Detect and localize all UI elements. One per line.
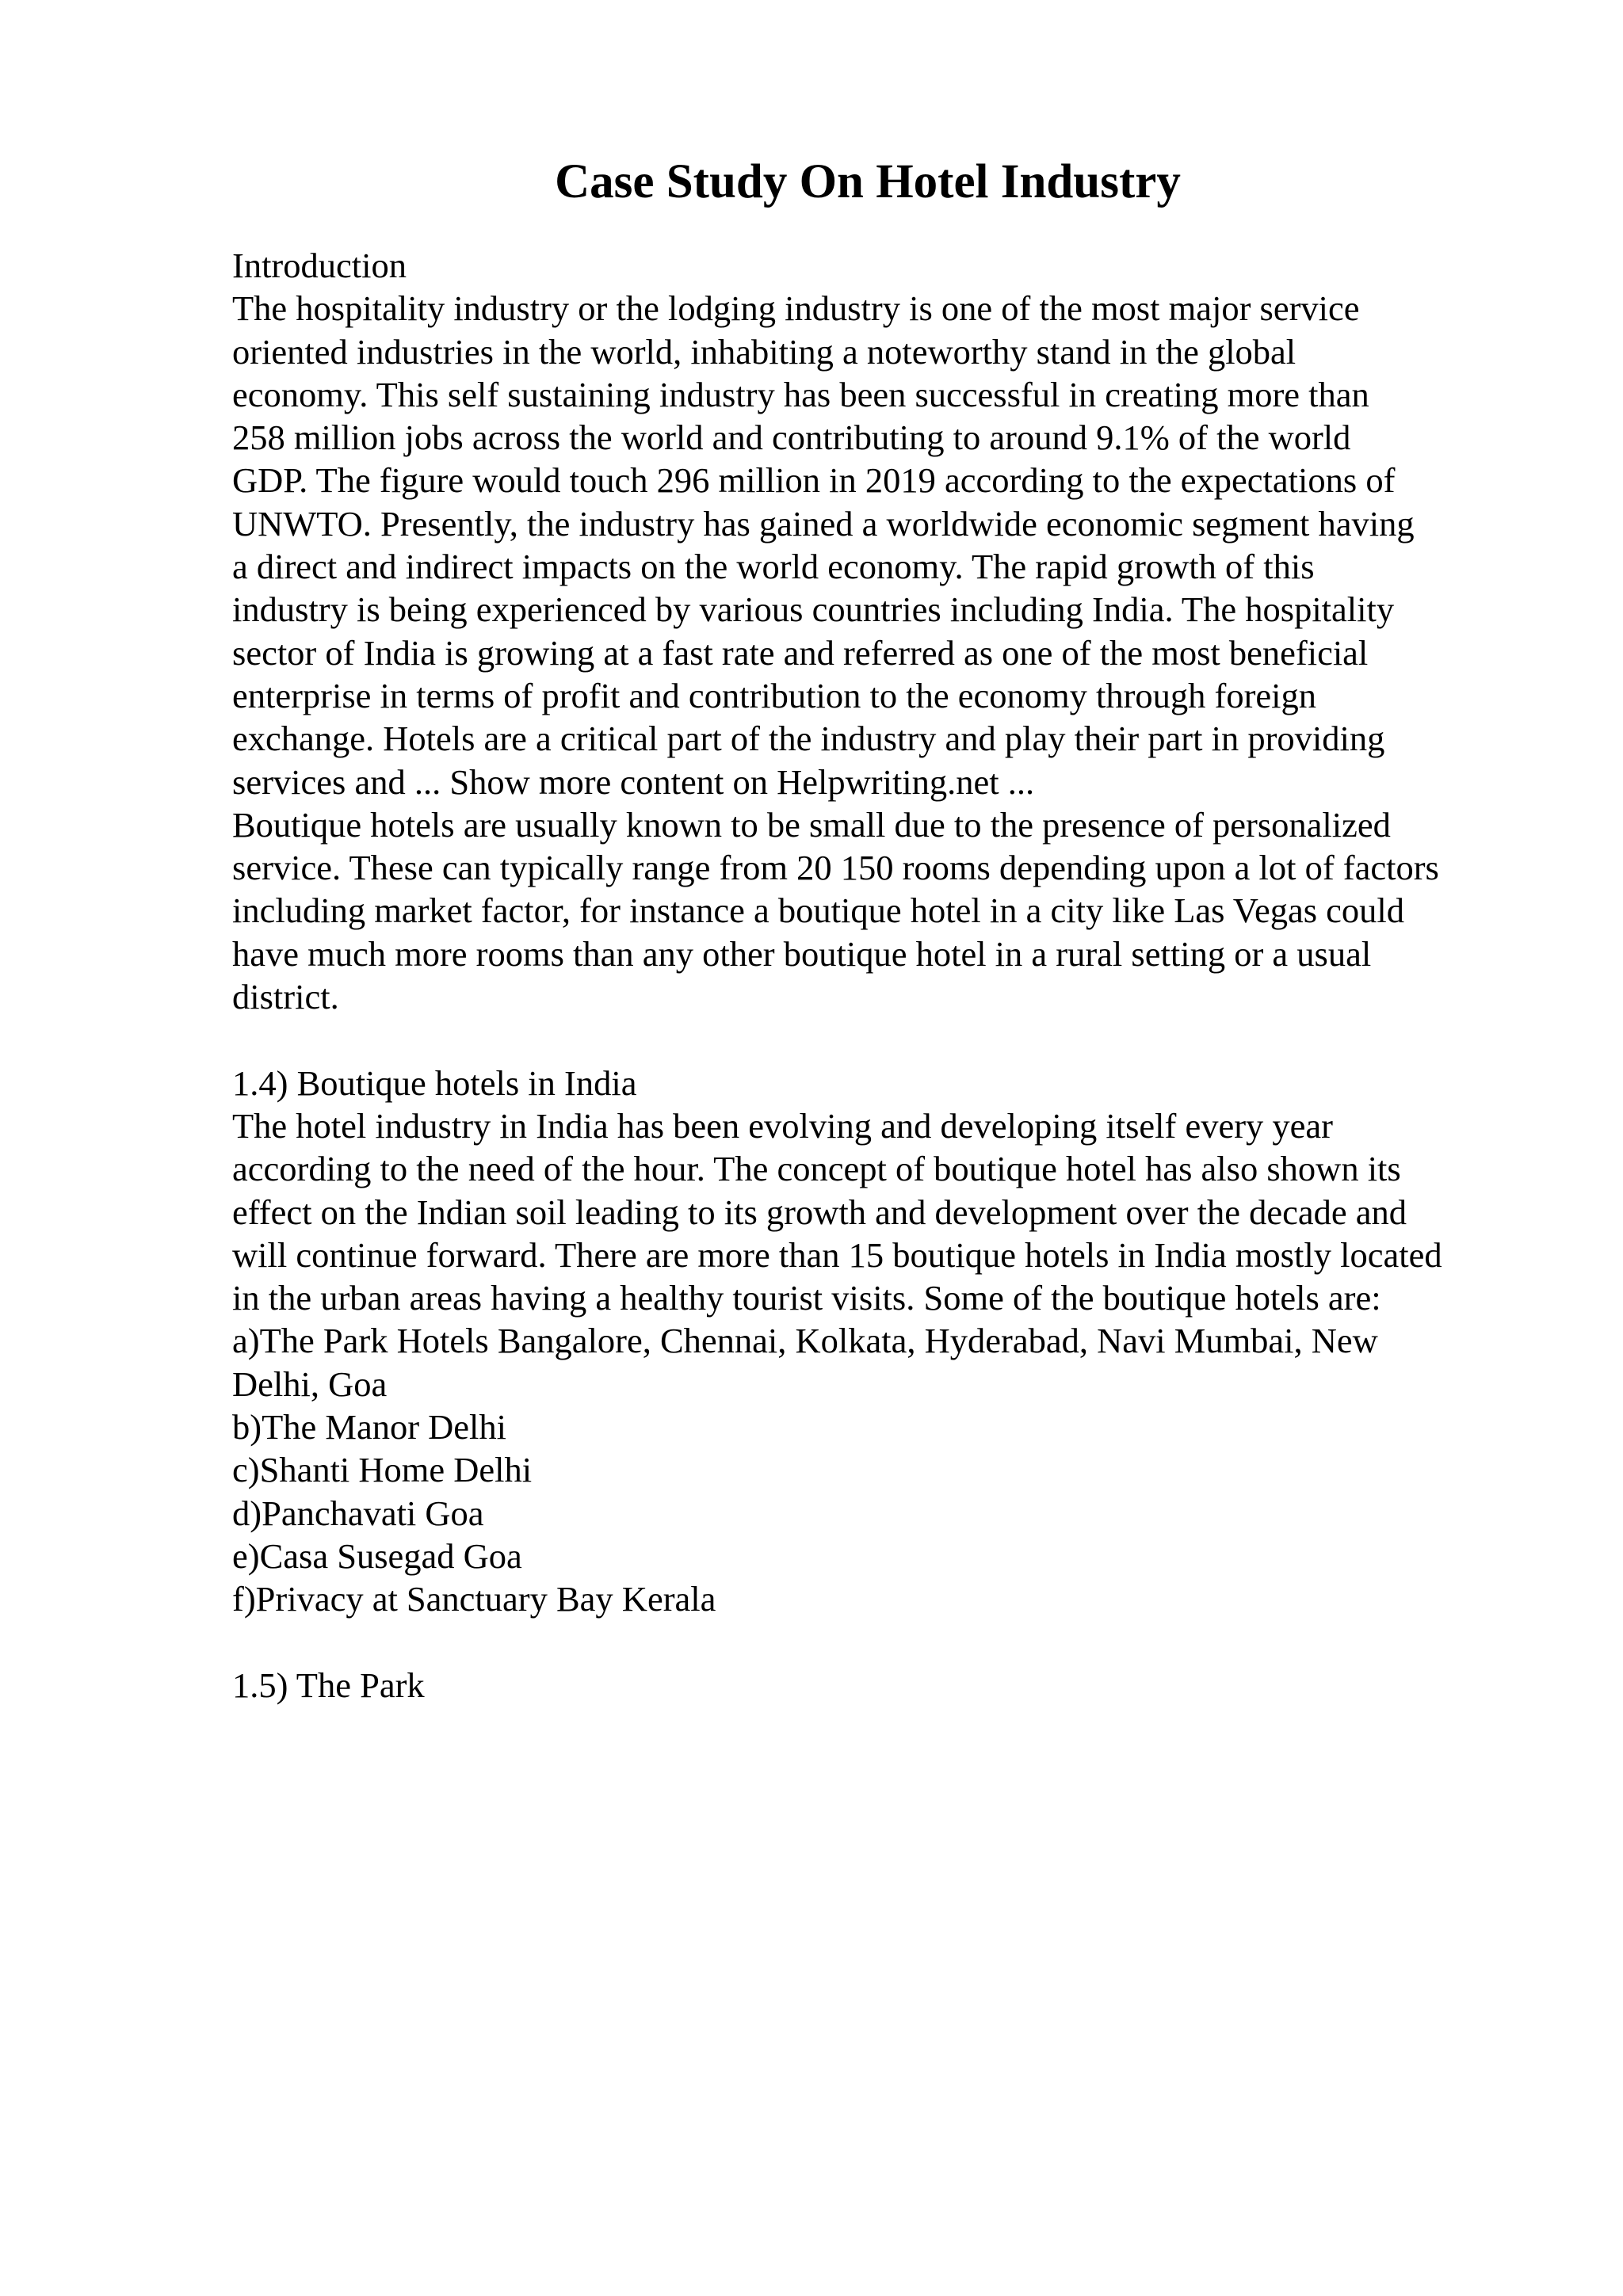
paragraph-line: GDP. The figure would touch 296 million in 2019 according to the expectations of xyxy=(232,460,1396,501)
paragraph-line: UNWTO. Presently, the industry has gained a worldwide economic segment having xyxy=(232,503,1415,543)
section-heading-boutique-hotels-india: 1.4) Boutique hotels in India xyxy=(232,1062,637,1103)
paragraph-line: a direct and indirect impacts on the world economy. The rapid growth of this xyxy=(232,547,1315,587)
paragraph-line: economy. This self sustaining industry has been successful in creating more than xyxy=(232,374,1369,414)
paragraph-line: service. These can typically range from 20 150 rooms depending upon a lot of factors xyxy=(232,848,1439,888)
paragraph-line: industry is being experienced by various countries including India. The hospitality xyxy=(232,589,1395,630)
show-more-line: services and ... Show more content on Helpwriting.net ... xyxy=(232,761,1035,802)
document-body xyxy=(232,244,1548,1707)
paragraph-line: including market factor, for instance a boutique hotel in a city like Las Vegas could xyxy=(232,891,1405,931)
list-item: a)The Park Hotels Bangalore, Chennai, Kolkata, Hyderabad, Navi Mumbai, New xyxy=(232,1321,1378,1361)
paragraph-line: will continue forward. There are more than 15 boutique hotels in India mostly located xyxy=(232,1234,1442,1275)
paragraph-line: exchange. Hotels are a critical part of the industry and play their part in providing xyxy=(232,719,1385,759)
paragraph-spacer xyxy=(232,1018,1548,1061)
list-item: e)Casa Susegad Goa xyxy=(232,1535,522,1576)
paragraph-line: The hospitality industry or the lodging industry is one of the most major service xyxy=(232,288,1360,329)
paragraph-line: 258 million jobs across the world and contributing to around 9.1% of the world xyxy=(232,418,1351,458)
paragraph-line: enterprise in terms of profit and contribution to the economy through foreign xyxy=(232,675,1317,715)
introduction-heading: Introduction xyxy=(232,246,407,285)
paragraph-line: The hotel industry in India has been evolving and developing itself every year xyxy=(232,1105,1333,1146)
document-title: Case Study On Hotel Industry xyxy=(555,155,1181,208)
list-item: f)Privacy at Sanctuary Bay Kerala xyxy=(232,1579,716,1619)
paragraph-line: according to the need of the hour. The concept of boutique hotel has also shown its xyxy=(232,1149,1401,1189)
paragraph-line: sector of India is growing at a fast rate and referred as one of the most beneficial xyxy=(232,632,1369,673)
section-heading-the-park: 1.5) The Park xyxy=(232,1665,425,1705)
paragraph-line: have much more rooms than any other boutique hotel in a rural setting or a usual xyxy=(232,933,1372,974)
paragraph-spacer xyxy=(232,1621,1548,1664)
paragraph-line: oriented industries in the world, inhabiting a noteworthy stand in the global xyxy=(232,331,1296,372)
list-item: b)The Manor Delhi xyxy=(232,1407,507,1447)
list-item-continuation: Delhi, Goa xyxy=(232,1363,388,1404)
paragraph-line: Boutique hotels are usually known to be small due to the presence of personalized xyxy=(232,804,1391,845)
paragraph-line: in the urban areas having a healthy tourist visits. Some of the boutique hotels are: xyxy=(232,1278,1381,1318)
list-item: c)Shanti Home Delhi xyxy=(232,1450,533,1490)
list-item: d)Panchavati Goa xyxy=(232,1493,484,1533)
paragraph-line: effect on the Indian soil leading to its growth and development over the decade and xyxy=(232,1192,1407,1232)
paragraph-line: district. xyxy=(232,977,339,1017)
